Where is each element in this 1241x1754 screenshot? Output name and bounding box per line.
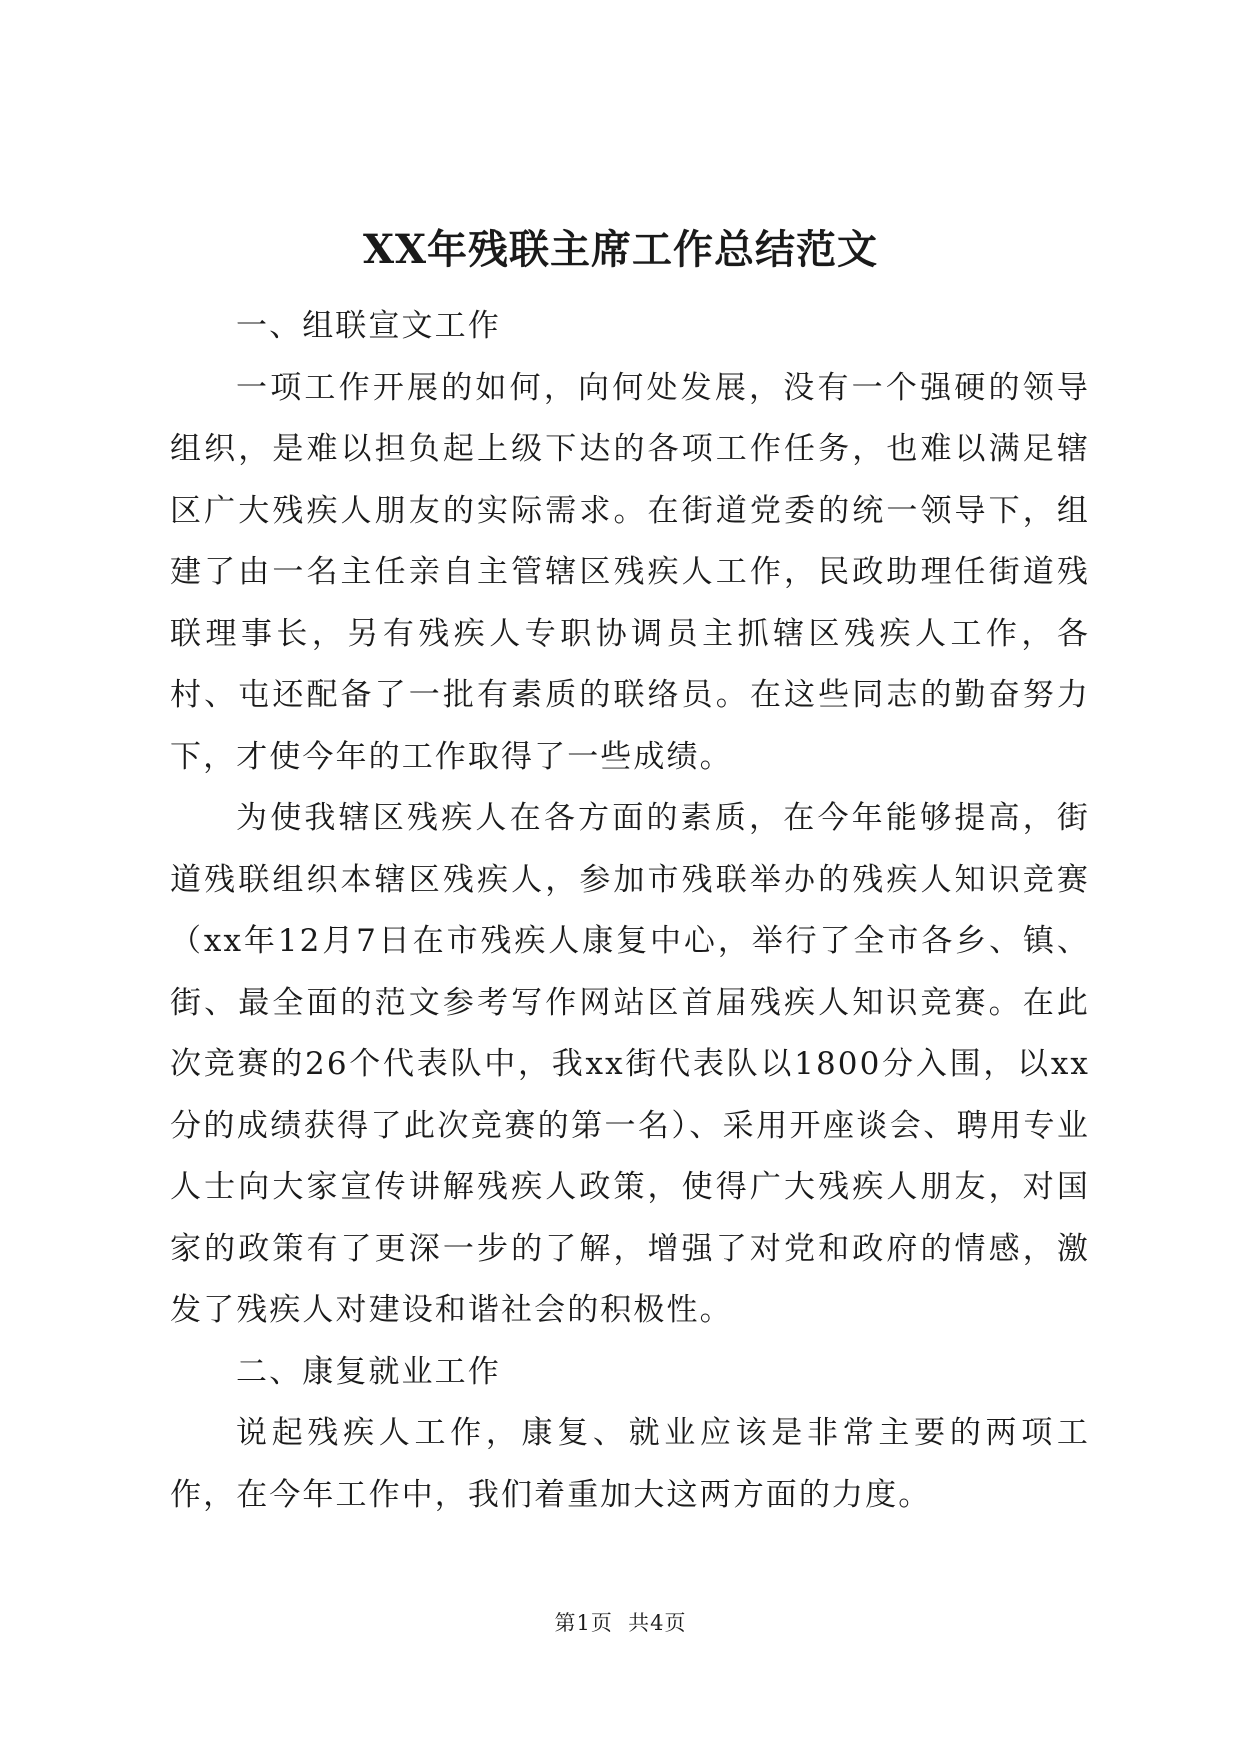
page-number-label: 第1页 共4页 — [554, 1611, 687, 1635]
paragraph: 说起残疾人工作，康复、就业应该是非常主要的两项工作，在今年工作中，我们着重加大这两方面的力度。 — [170, 1415, 1090, 1513]
section-heading-2: 二、康复就业工作 — [236, 1353, 501, 1390]
paragraph: 一项工作开展的如何，向何处发展，没有一个强硬的领导组织，是难以担负起上级下达的各项工作任务，也难以满足辖区广大残疾人朋友的实际需求。在街道党委的统一领导下，组建了由一名主任亲自主管辖区残疾人工作，民政助理任街道残联理事长，另有残疾人专职协调员主抓辖区残疾人工作，各村、屯还配备了一批有素质的联络员。在这些同志的勤奋努力下，才使今年的工作取得了一些成绩。 — [170, 369, 1090, 775]
paragraph: 为使我辖区残疾人在各方面的素质，在今年能够提高，街道残联组织本辖区残疾人，参加市残联举办的残疾人知识竞赛（xx年12月7日在市残疾人康复中心，举行了全市各乡、镇、街、最全面的范文参考写作网站区首届残疾人知识竞赛。在此次竞赛的26个代表队中，我xx街代表队以1800分入围，以xx分的成绩获得了此次竞赛的第一名）、采用开座谈会、聘用专业人士向大家宣传讲解残疾人政策，使得广大残疾人朋友，对国家的政策有了更深一步的了解，增强了对党和政府的情感，激发了残疾人对建设和谐社会的积极性。 — [170, 800, 1090, 1328]
document-title: XX年残联主席工作总结范文 — [362, 226, 879, 273]
page-footer — [0, 1608, 1241, 1638]
section-heading-1: 一、组联宣文工作 — [236, 308, 501, 344]
document-body — [170, 296, 1090, 1526]
